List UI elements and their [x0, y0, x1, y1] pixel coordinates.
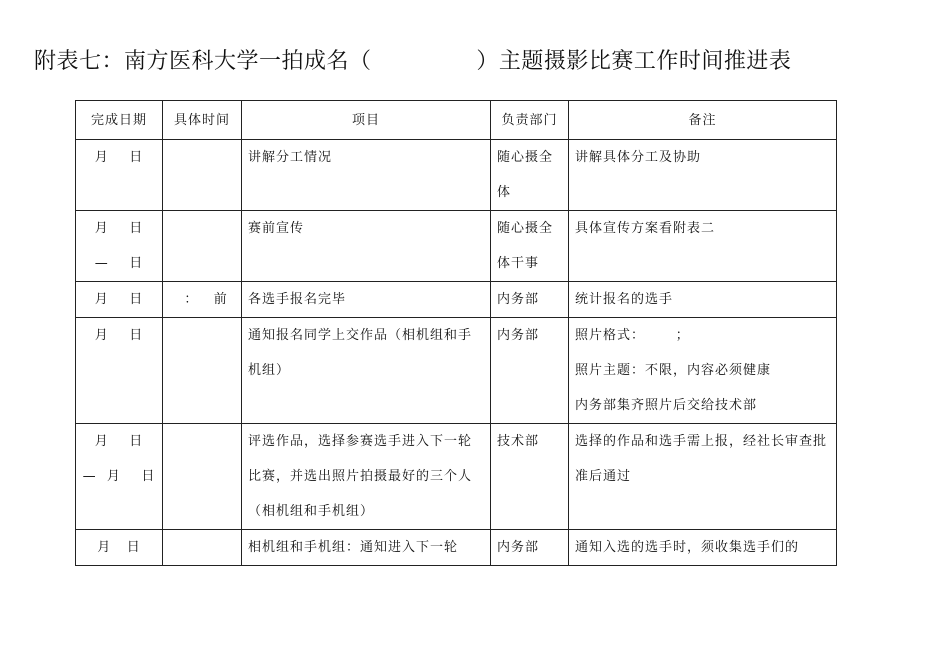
cell-time — [163, 530, 242, 566]
cell-time — [163, 424, 242, 530]
cell-date: 月 日 — [76, 140, 163, 211]
column-header-date: 完成日期 — [76, 101, 163, 140]
cell-date: 月 日 — [76, 318, 163, 424]
cell-item: 讲解分工情况 — [242, 140, 491, 211]
cell-time: ： 前 — [163, 282, 242, 318]
column-header-department: 负责部门 — [491, 101, 569, 140]
cell-item: 相机组和手机组：通知进入下一轮 — [242, 530, 491, 566]
cell-time — [163, 140, 242, 211]
cell-department: 内务部 — [491, 530, 569, 566]
cell-department: 随心摄全体干事 — [491, 211, 569, 282]
cell-note: 通知入选的选手时，须收集选手们的 — [569, 530, 837, 566]
cell-note: 讲解具体分工及协助 — [569, 140, 837, 211]
cell-item: 评选作品，选择参赛选手进入下一轮比赛，并选出照片拍摄最好的三个人（相机组和手机组） — [242, 424, 491, 530]
cell-note: 具体宣传方案看附表二 — [569, 211, 837, 282]
table-row — [76, 318, 837, 424]
cell-item: 通知报名同学上交作品（相机组和手机组） — [242, 318, 491, 424]
cell-item: 各选手报名完毕 — [242, 282, 491, 318]
cell-time — [163, 318, 242, 424]
column-header-note: 备注 — [569, 101, 837, 140]
cell-department: 技术部 — [491, 424, 569, 530]
cell-date: 月 日 — [76, 530, 163, 566]
table-row — [76, 530, 837, 566]
column-header-item: 项目 — [242, 101, 491, 140]
table-row — [76, 211, 837, 282]
cell-note: 选择的作品和选手需上报，经社长审查批准后通过 — [569, 424, 837, 530]
cell-note: 照片格式： ； 照片主题：不限，内容必须健康 内务部集齐照片后交给技术部 — [569, 318, 837, 424]
table-row — [76, 424, 837, 530]
cell-date: 月 日 — 月 日 — [76, 424, 163, 530]
cell-time — [163, 211, 242, 282]
table-row — [76, 140, 837, 211]
cell-department: 内务部 — [491, 282, 569, 318]
cell-note: 统计报名的选手 — [569, 282, 837, 318]
cell-date: 月 日 — [76, 282, 163, 318]
cell-department: 内务部 — [491, 318, 569, 424]
cell-department: 随心摄全体 — [491, 140, 569, 211]
table-header-row — [76, 101, 837, 140]
schedule-table — [75, 100, 837, 566]
cell-date: 月 日 — 日 — [76, 211, 163, 282]
table-row — [76, 282, 837, 318]
column-header-time: 具体时间 — [163, 101, 242, 140]
cell-item: 赛前宣传 — [242, 211, 491, 282]
page-title: 附表七：南方医科大学一拍成名（ ）主题摄影比赛工作时间推进表 — [34, 49, 792, 74]
